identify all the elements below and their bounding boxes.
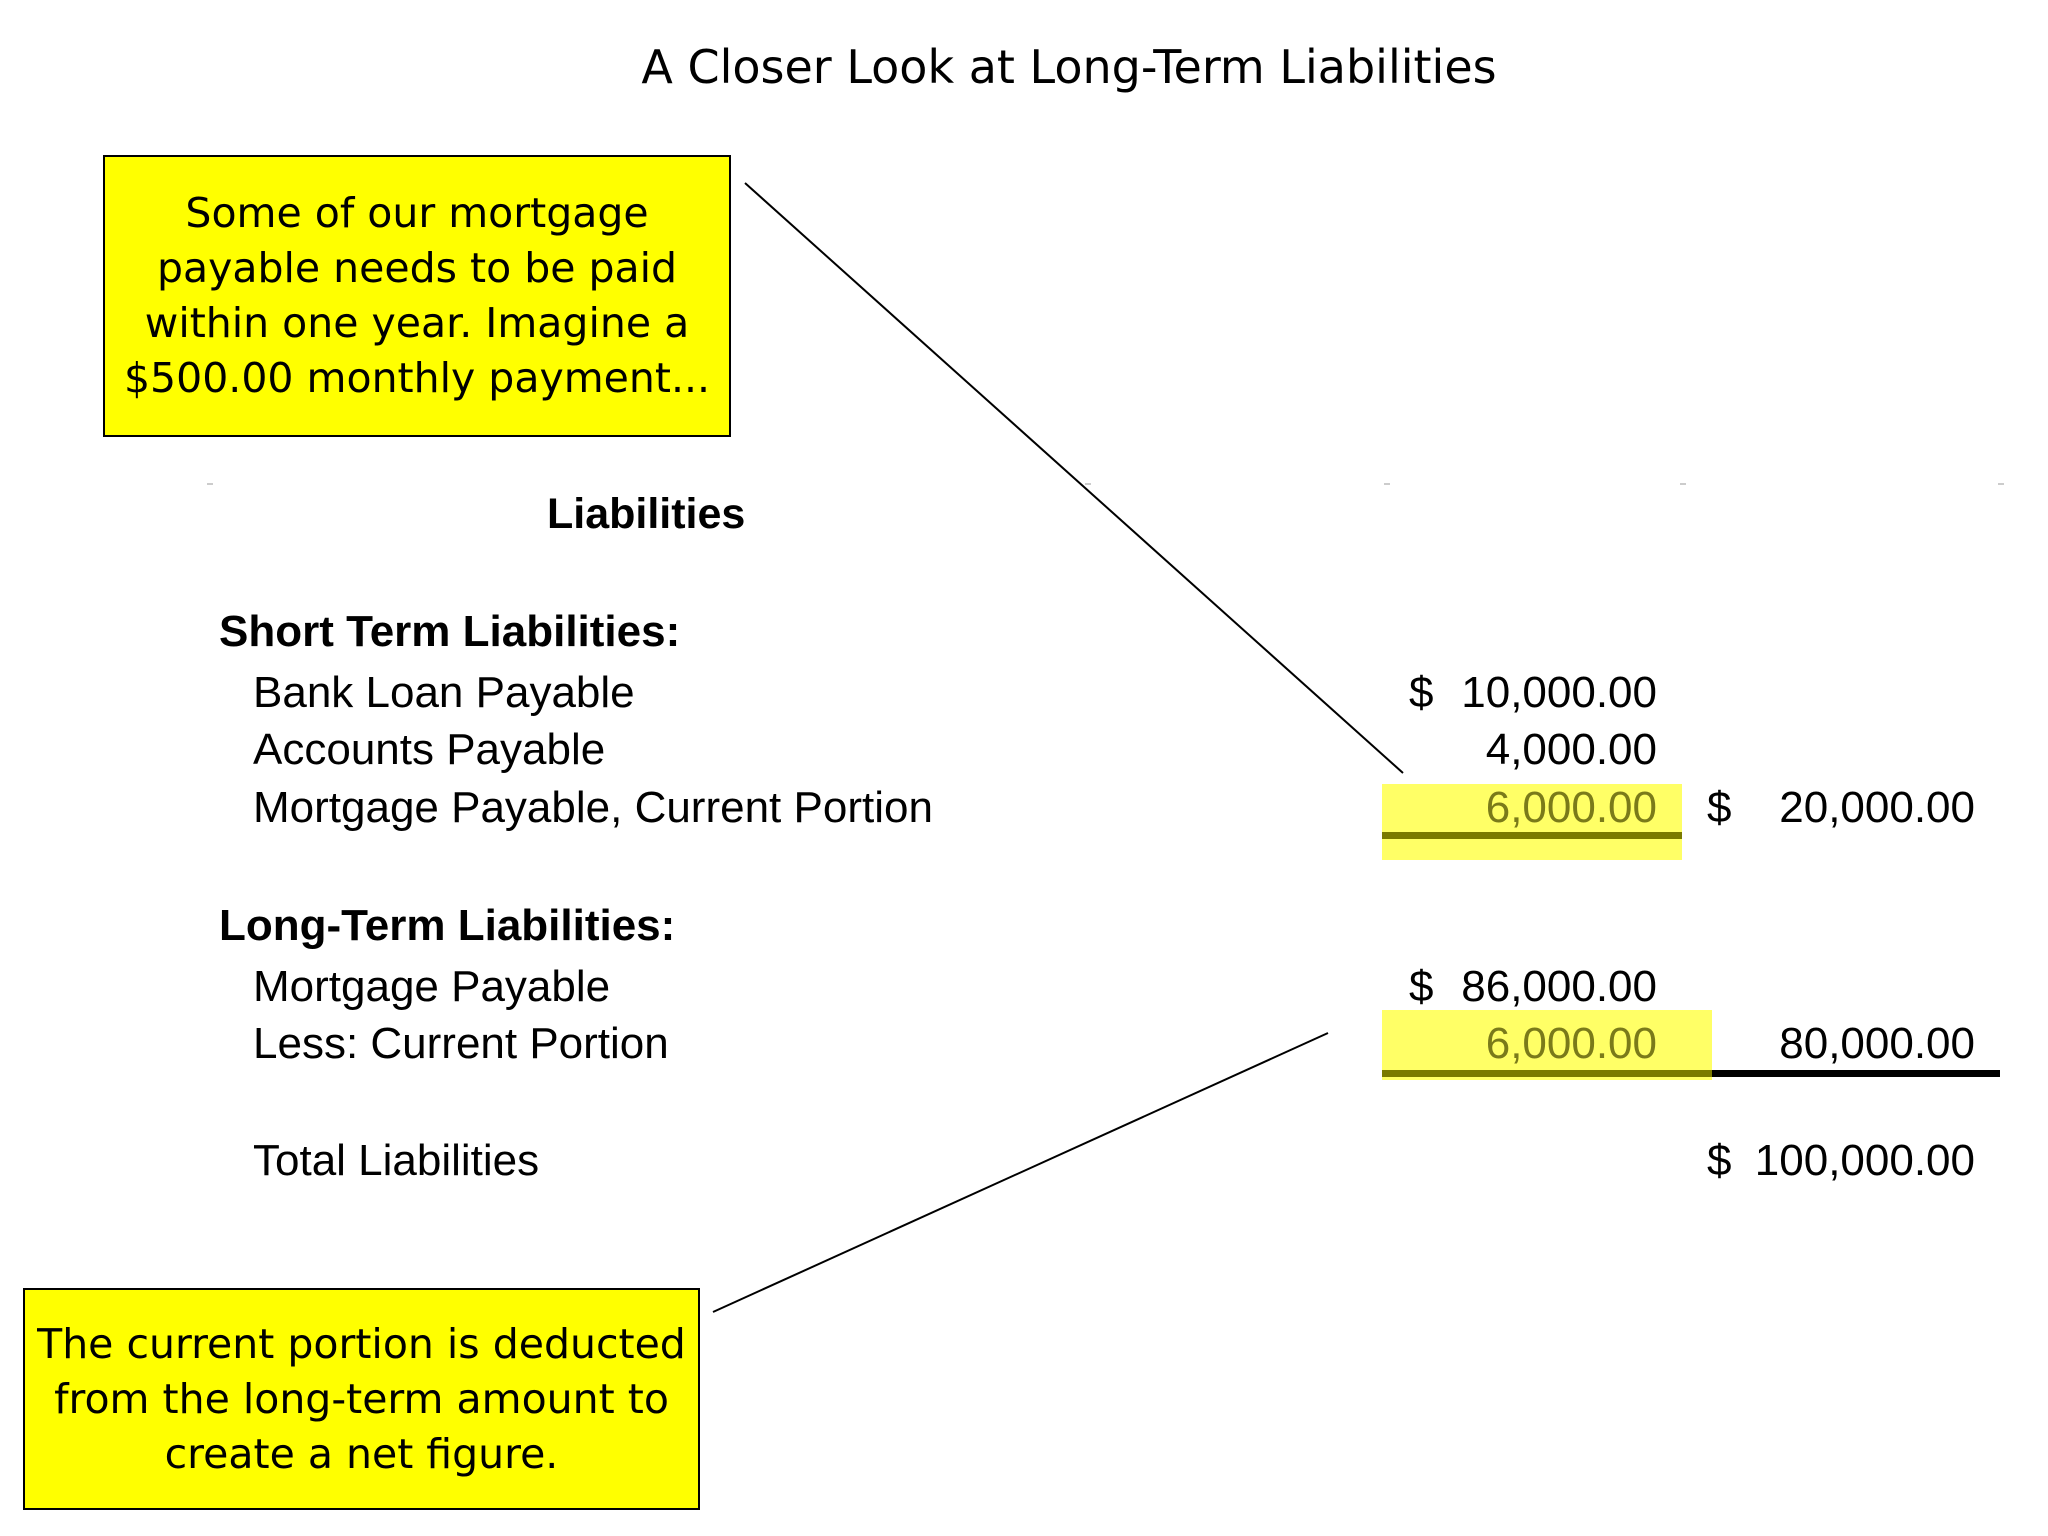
short-term-total: 20,000.00 — [1779, 783, 1975, 832]
currency-symbol: $ — [1707, 1136, 1732, 1185]
row-label-total-liabilities: Total Liabilities — [253, 1136, 540, 1185]
callout-line: within one year. Imagine a — [144, 299, 690, 347]
callout-line: The current portion is deducted — [37, 1319, 686, 1368]
leader-line-bottom — [713, 1033, 1328, 1312]
row-label-less-current-portion: Less: Current Portion — [253, 1019, 669, 1068]
long-term-total: 80,000.00 — [1779, 1019, 1975, 1068]
amount-accounts-payable: 4,000.00 — [1485, 725, 1657, 774]
callout-line: payable needs to be paid — [156, 244, 678, 292]
callout-line: Some of our mortgage — [185, 189, 649, 237]
row-label-mortgage-payable: Mortgage Payable — [253, 962, 611, 1011]
amount-bank-loan: 10,000.00 — [1461, 668, 1657, 717]
slide-title: A Closer Look at Long-Term Liabilities — [641, 40, 1497, 94]
amount-mortgage-payable: 86,000.00 — [1461, 962, 1657, 1011]
short-term-heading: Short Term Liabilities: — [219, 607, 681, 656]
callout-line: from the long-term amount to — [54, 1374, 669, 1423]
long-term-heading: Long-Term Liabilities: — [219, 901, 676, 950]
row-label-accounts-payable: Accounts Payable — [253, 725, 606, 774]
leader-line-top — [745, 183, 1403, 773]
row-label-bank-loan: Bank Loan Payable — [253, 668, 635, 717]
row-label-mortgage-current-portion: Mortgage Payable, Current Portion — [253, 783, 933, 832]
amount-mortgage-current-portion: 6,000.00 — [1485, 783, 1657, 832]
callout-line: create a net figure. — [164, 1429, 559, 1478]
currency-symbol: $ — [1409, 962, 1434, 1011]
callout-line: $500.00 monthly payment... — [123, 354, 711, 402]
currency-symbol: $ — [1707, 783, 1732, 832]
total-liabilities-amount: 100,000.00 — [1754, 1136, 1975, 1185]
statement-heading: Liabilities — [547, 490, 746, 538]
amount-less-current-portion: 6,000.00 — [1485, 1019, 1657, 1068]
currency-symbol: $ — [1409, 668, 1434, 717]
